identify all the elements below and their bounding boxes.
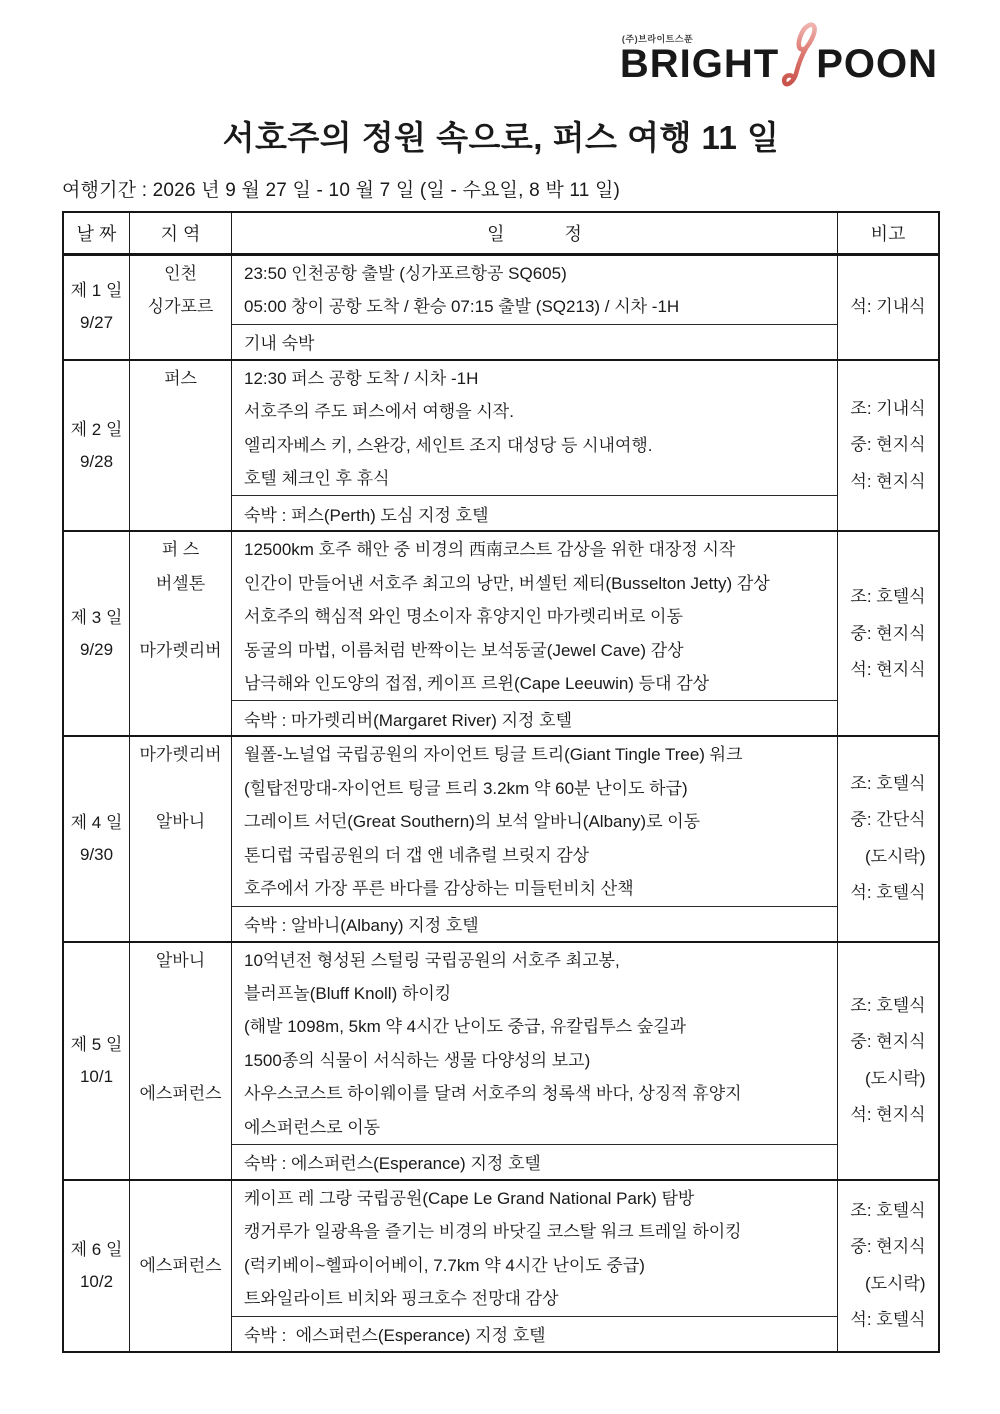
itinerary-item: 호텔 체크인 후 휴식 [244,469,390,489]
trip-period: 여행기간 : 2026 년 9 월 27 일 - 10 월 7 일 (일 - 수요일, 8 박 11 일) [62,180,621,201]
header-region: 지 역 [130,213,232,253]
brand-wordmark [619,42,938,86]
itinerary-item: 서호주의 핵심적 와인 명소이자 휴양지인 마가렛리버로 이동 [244,607,683,627]
table-row [64,530,938,735]
region-label: 에스퍼런스 [139,1084,222,1104]
meals-block [850,1193,925,1339]
itinerary-item: 12:30 퍼스 공항 도착 / 시차 -1H [244,368,479,388]
date-cell [64,737,130,940]
region-label: 마가렛리버 [139,640,222,660]
itinerary-item: 10억년전 형성된 스털링 국립공원의 서호주 최고봉, [244,950,620,970]
meal-label: 석: 현지식 [850,660,926,680]
meal-label: 조: 호텔식 [850,773,926,793]
meals-cell [838,1181,938,1351]
itinerary-table [62,211,940,1353]
meals-block [850,766,925,912]
region-label: 버셀톤 [155,573,206,593]
header-date: 날 짜 [64,213,130,253]
table-row [64,941,938,1179]
day-label: 제 4 일 [70,812,123,832]
itinerary-item: 동굴의 마법, 이름처럼 반짝이는 보석동굴(Jewel Cave) 감상 [244,640,684,660]
date-cell [64,532,130,735]
region-label [130,1044,231,1077]
meals-block [850,988,925,1134]
table-row [64,1179,938,1351]
region-cell [130,1181,232,1351]
meals-block [850,579,925,689]
table-body [64,256,938,1351]
date-label: 9/30 [79,844,114,864]
region-cell [130,737,232,940]
schedule-cell [232,256,838,359]
region-label: 알바니 [155,950,206,970]
itinerary-item: 에스퍼런스로 이동 [244,1117,381,1137]
meal-label: 중: 현지식 [850,623,926,643]
lodging-line: 숙박 : 마가렛리버(Margaret River) 지정 호텔 [232,700,837,735]
itinerary-item: 남극해와 인도양의 접점, 케이프 르윈(Cape Leeuwin) 등대 감상 [244,674,710,694]
table-row [64,735,938,940]
day-label: 제 1 일 [70,281,123,301]
meals-cell [838,361,938,531]
day-label: 제 6 일 [70,1239,123,1259]
date-label: 10/2 [79,1271,114,1291]
itinerary-lines [232,361,837,496]
date-cell [64,1181,130,1351]
itinerary-lines [232,532,837,700]
schedule-cell [232,737,838,940]
lodging-line: 숙박 : 에스퍼런스(Esperance) 지정 호텔 [232,1316,837,1351]
date-cell [64,361,130,531]
itinerary-lines [232,256,837,324]
itinerary-item: 호주에서 가장 푸른 바다를 감상하는 미들턴비치 산책 [244,879,634,899]
meal-label: 중: 현지식 [850,435,926,455]
itinerary-item: (힐탑전망대-자이언트 팅글 트리 3.2km 약 60분 난이도 하급) [244,778,688,798]
date-label: 9/27 [79,313,114,333]
itinerary-item: (럭키베이~헬파이어베이, 7.7km 약 4시간 난이도 중급) [244,1255,645,1275]
header-note: 비고 [870,224,906,244]
itinerary-item: 트와일라이트 비치와 핑크호수 전망대 감상 [244,1289,559,1309]
meal-label: 조: 기내식 [850,398,926,418]
meals-cell [838,532,938,735]
page-title: 서호주의 정원 속으로, 퍼스 여행 11 일 [222,119,780,156]
date-label: 10/1 [79,1066,114,1086]
meal-label: 조: 호텔식 [850,587,926,607]
table-row [64,359,938,531]
itinerary-item: (해발 1098m, 5km 약 4시간 난이도 중급, 유칼립투스 숲길과 [244,1017,687,1037]
itinerary-item: 케이프 레 그랑 국립공원(Cape Le Grand National Park) 탐방 [244,1188,695,1208]
itinerary-item: 서호주의 주도 퍼스에서 여행을 시작. [244,402,514,422]
lodging-line: 숙박 : 알바니(Albany) 지정 호텔 [232,906,837,941]
date-cell [64,256,130,359]
brand-text-left: BRIGHT [619,42,780,86]
meals-cell [838,256,938,359]
meal-label: 중: 간단식 [850,810,926,830]
itinerary-item: 05:00 창이 공항 도착 / 환승 07:15 출발 (SQ213) / 시차 -1H [244,297,680,317]
region-label: 퍼스 [164,368,197,388]
meal-label: (도시락) [864,1273,926,1293]
region-label: 에스퍼런스 [139,1255,222,1275]
itinerary-item: 엘리자베스 키, 스완강, 세인트 조지 대성당 등 시내여행. [244,435,653,455]
region-cell [130,361,232,531]
meal-label: 석: 현지식 [850,1105,926,1125]
itinerary-lines [232,737,837,905]
schedule-cell [232,1181,838,1351]
schedule-cell [232,361,838,531]
brand-logo [620,30,938,106]
itinerary-item: 23:50 인천공항 출발 (싱가포르항공 SQ605) [244,264,567,283]
region-label: 마가렛리버 [139,745,222,765]
day-label: 제 5 일 [70,1034,123,1054]
region-label [130,600,231,633]
meal-label: 석: 현지식 [850,471,926,491]
region-label: 싱가포르 [147,297,214,317]
region-label [130,772,231,805]
header-schedule: 일 정 [232,213,838,253]
itinerary-item: 톤디럽 국립공원의 더 갭 앤 네츄럴 브릿지 감상 [244,845,590,865]
meal-label: (도시락) [864,846,926,866]
itinerary-item: 1500종의 식물이 서식하는 생물 다양성의 보고) [244,1050,591,1070]
meals-block [850,289,925,326]
meal-label: 석: 호텔식 [850,1310,926,1330]
itinerary-item: 인간이 만들어낸 서호주 최고의 낭만, 버셀턴 제티(Busselton Jetty) 감상 [244,573,770,593]
region-cell [130,532,232,735]
meal-label: 조: 호텔식 [850,1200,926,1220]
lodging-line: 숙박 : 에스퍼런스(Esperance) 지정 호텔 [232,1144,837,1179]
lodging-line: 숙박 : 퍼스(Perth) 도심 지정 호텔 [232,495,837,530]
table-header-row [64,213,938,256]
meals-cell [838,737,938,940]
meal-label: (도시락) [864,1068,926,1088]
schedule-cell [232,943,838,1179]
brand-text-right: POON [816,42,938,86]
meals-cell [838,943,938,1179]
region-label [130,1182,231,1215]
meal-label: 조: 호텔식 [850,995,926,1015]
itinerary-lines [232,943,837,1144]
region-label [130,1215,231,1248]
header-area [62,30,940,106]
meal-label: 중: 현지식 [850,1237,926,1257]
date-label: 9/28 [79,451,114,471]
meal-label: 중: 현지식 [850,1032,926,1052]
meals-block [850,391,925,501]
lodging-line: 기내 숙박 [232,324,837,359]
region-cell [130,256,232,359]
day-label: 제 2 일 [70,419,123,439]
region-label [130,1010,231,1043]
date-label: 9/29 [79,639,114,659]
table-row [64,256,938,359]
region-label: 인천 [164,264,197,283]
region-label [130,977,231,1010]
itinerary-item: 캥거루가 일광욕을 즐기는 비경의 바닷길 코스탈 워크 트레일 하이킹 [244,1222,742,1242]
itinerary-item: 사우스코스트 하이웨이를 달려 서호주의 청록색 바다, 상징적 휴양지 [244,1084,742,1104]
itinerary-item: 블러프놀(Bluff Knoll) 하이킹 [244,983,452,1003]
meal-label: 석: 기내식 [850,297,926,317]
day-label: 제 3 일 [70,607,123,627]
date-cell [64,943,130,1179]
region-cell [130,943,232,1179]
spoon-logo-icon [777,19,819,93]
meal-label: 석: 호텔식 [850,883,926,903]
itinerary-item: 12500km 호주 해안 중 비경의 西南코스트 감상을 위한 대장정 시작 [244,540,736,560]
company-name-small: (주)브라이트스푼 [621,34,694,44]
schedule-cell [232,532,838,735]
region-label: 알바니 [155,812,206,832]
region-label: 퍼 스 [161,540,200,560]
itinerary-lines [232,1181,837,1316]
itinerary-item: 그레이트 서던(Great Southern)의 보석 알바니(Albany)로 이동 [244,812,701,832]
itinerary-item: 월폴-노널업 국립공원의 자이언트 팅글 트리(Giant Tingle Tree) 워크 [244,745,743,765]
